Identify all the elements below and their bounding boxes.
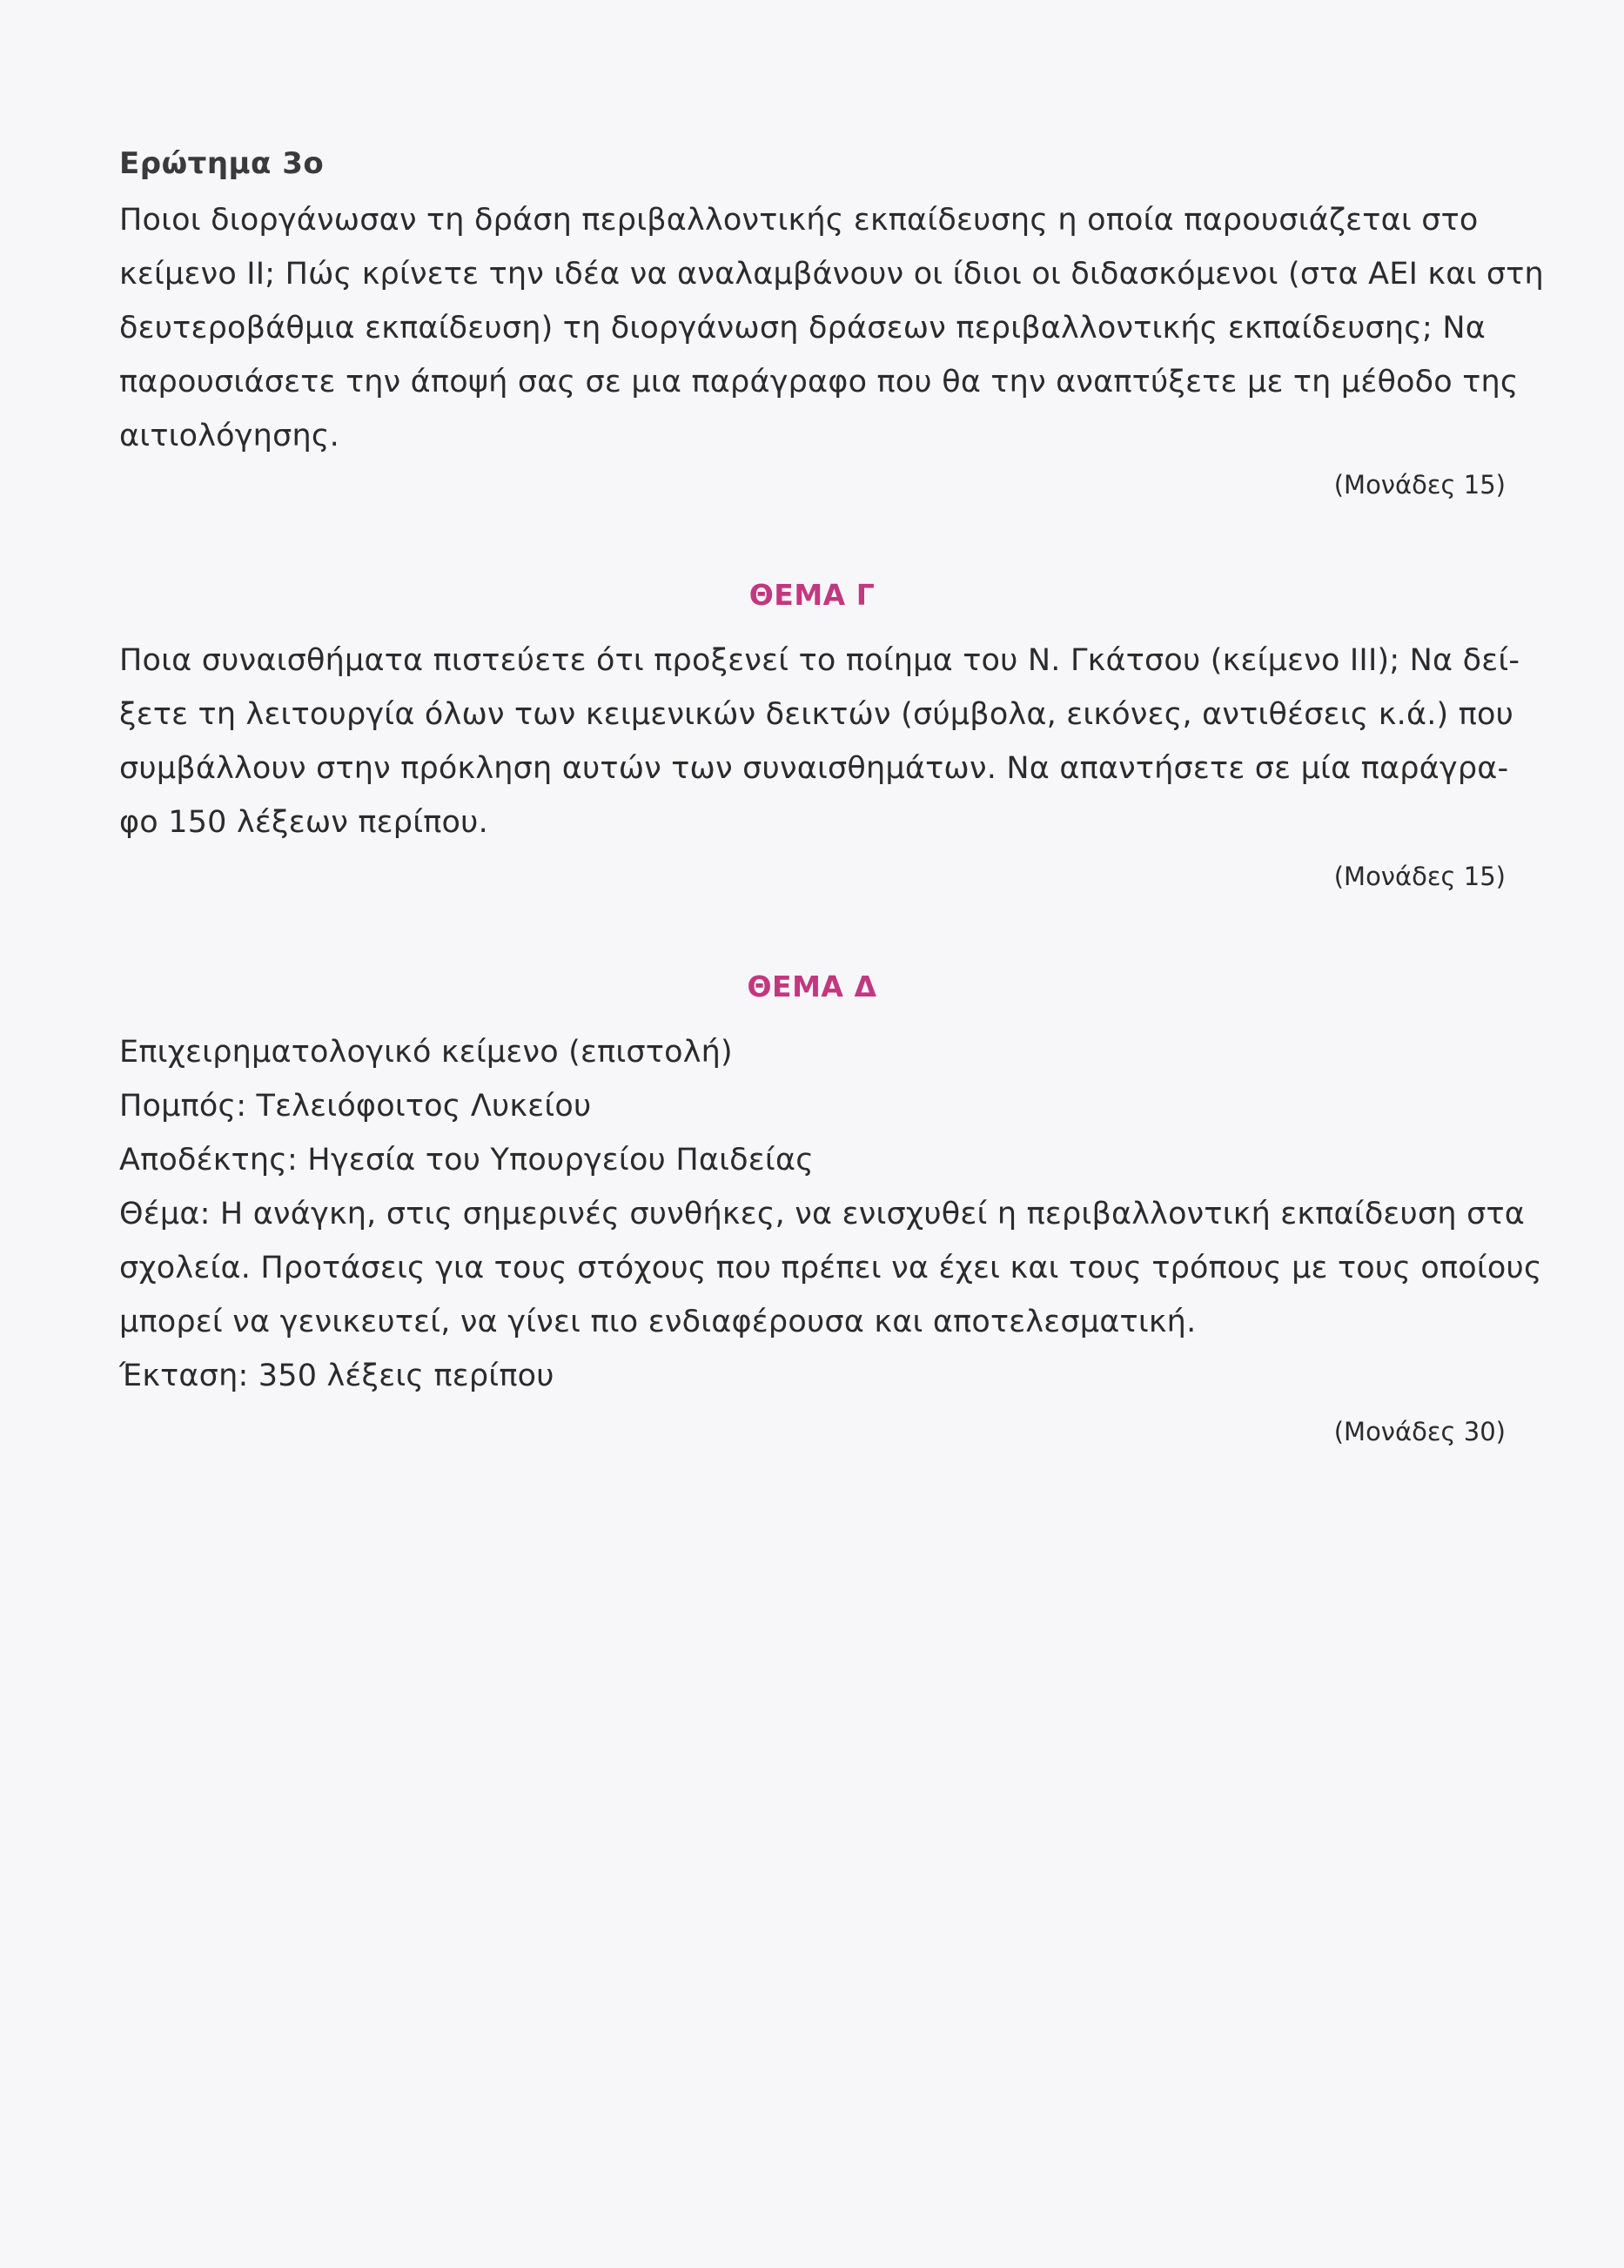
- theme-d-line: Έκταση: 350 λέξεις περίπου: [119, 1359, 554, 1393]
- theme-c-text: [119, 634, 1520, 849]
- question-3-block: [119, 146, 1544, 463]
- question-3-line: Ποιοι διοργάνωσαν τη δράση περιβαλλοντικής εκπαίδευσης η οποία παρουσιάζεται στο: [119, 203, 1479, 238]
- question-3-title: Ερώτημα 3ο: [119, 146, 325, 181]
- question-3-line: αιτιολόγησης.: [119, 419, 339, 453]
- theme-c-heading: ΘΕΜΑ Γ: [748, 578, 876, 612]
- question-3-line: παρουσιάσετε την άποψή σας σε μια παράγραφο που θα την αναπτύξετε με τη μέθοδο της: [119, 365, 1519, 399]
- theme-c-line: φο 150 λέξεων περίπου.: [119, 805, 488, 840]
- question-3-line: κείμενο ΙΙ; Πώς κρίνετε την ιδέα να αναλαμβάνουν οι ίδιοι οι διδασκόμενοι (στα ΑΕΙ και στη: [119, 257, 1544, 292]
- theme-c-line: ξετε τη λειτουργία όλων των κειμενικών δεικτών (σύμβολα, εικόνες, αντιθέσεις κ.ά.) που: [119, 697, 1514, 732]
- question-3-text: [119, 193, 1544, 463]
- theme-d-line: μπορεί να γενικευτεί, να γίνει πιο ενδιαφέρουσα και αποτελεσματική.: [119, 1305, 1197, 1339]
- question-3-line: δευτεροβάθμια εκπαίδευση) τη διοργάνωση δράσεων περιβαλλοντικής εκπαίδευσης; Να: [119, 311, 1486, 346]
- theme-c-block: [119, 634, 1520, 849]
- theme-d-text: [119, 1025, 1542, 1403]
- theme-c-points: (Μονάδες 15): [1333, 862, 1506, 891]
- theme-d-line: σχολεία. Προτάσεις για τους στόχους που πρέπει να έχει και τους τρόπους με τους οποίους: [119, 1251, 1542, 1285]
- theme-d-heading: ΘΕΜΑ Δ: [747, 970, 877, 1003]
- question-3-points: (Μονάδες 15): [1333, 470, 1506, 500]
- theme-c-line: Ποια συναισθήματα πιστεύετε ότι προξενεί το ποίημα του Ν. Γκάτσου (κείμενο ΙΙΙ); Να δεί-: [119, 643, 1520, 678]
- theme-d-line: Αποδέκτης: Ηγεσία του Υπουργείου Παιδείας: [119, 1143, 814, 1178]
- theme-d-line: Πομπός: Τελειόφοιτος Λυκείου: [119, 1089, 592, 1124]
- theme-d-points: (Μονάδες 30): [1333, 1417, 1506, 1446]
- theme-d-block: [119, 1025, 1542, 1403]
- theme-d-line: Θέμα: Η ανάγκη, στις σημερινές συνθήκες, να ενισχυθεί η περιβαλλοντική εκπαίδευση στα: [119, 1197, 1526, 1231]
- theme-d-line: Επιχειρηματολογικό κείμενο (επιστολή): [119, 1035, 733, 1070]
- theme-c-line: συμβάλλουν στην πρόκληση αυτών των συναισθημάτων. Να απαντήσετε σε μία παράγρα-: [119, 751, 1509, 786]
